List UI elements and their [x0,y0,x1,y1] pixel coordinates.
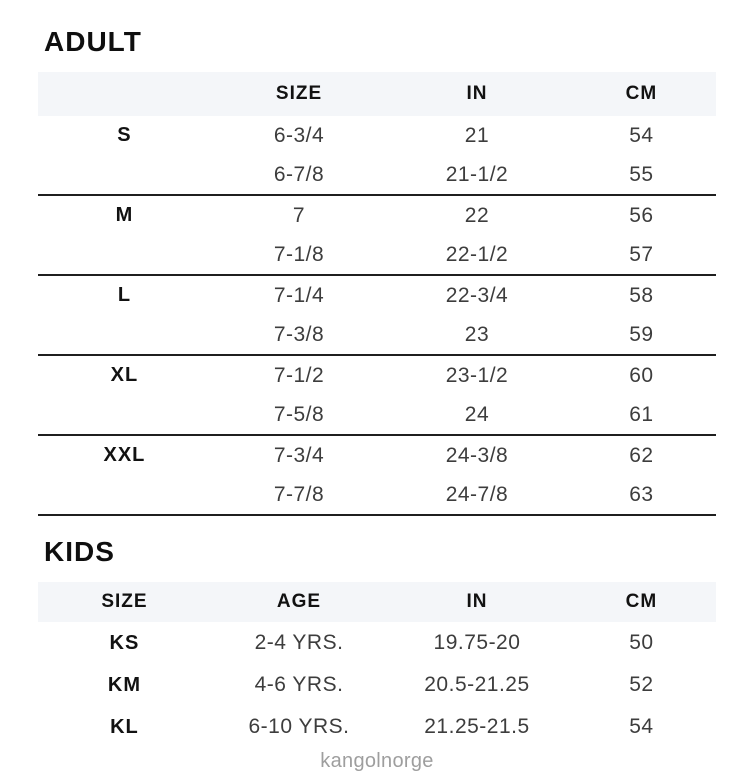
adult-row [38,196,716,235]
age-cell: 4-6 YRS. [254,673,344,696]
header-cell-in: IN [466,83,488,104]
age-cell: 6-10 YRS. [248,715,350,738]
header-cell-in: IN [466,591,488,612]
adult-table-body [38,116,716,516]
adult-table-header [38,72,716,116]
adult-row [38,395,716,434]
kids-size-cell: KM [107,673,141,696]
adult-size-group [38,116,716,196]
kids-section-title: KIDS [44,536,115,567]
hat-size-cell: 7-1/2 [273,363,325,387]
cm-cell: 60 [629,363,654,387]
cm-cell: 61 [629,402,654,426]
in-cell: 22-3/4 [445,283,509,307]
hat-size-cell: 7-3/8 [273,322,325,346]
adult-row [38,436,716,475]
header-cell-size: SIZE [275,83,323,104]
in-cell: 21.25-21.5 [424,715,530,738]
cm-cell: 58 [629,283,654,307]
kids-size-table [38,582,716,748]
header-cell-age: AGE [276,591,322,612]
kids-size-cell: KS [109,631,140,654]
adult-size-group [38,436,716,516]
adult-row [38,475,716,514]
in-cell: 24-3/8 [445,443,509,467]
kids-size-cell: KL [110,715,139,738]
cm-cell: 54 [629,715,654,738]
adult-size-group [38,276,716,356]
age-cell: 2-4 YRS. [254,631,344,654]
in-cell: 22-1/2 [445,242,509,266]
adult-row [38,116,716,155]
in-cell: 23 [464,322,490,346]
in-cell: 19.75-20 [433,631,521,654]
hat-size-cell: 7-7/8 [273,482,325,506]
header-cell-cm: CM [625,591,658,612]
in-cell: 24 [464,402,490,426]
cm-cell: 57 [629,242,654,266]
adult-size-group [38,356,716,436]
kids-row [38,622,716,664]
hat-size-cell: 7-1/4 [273,283,325,307]
size-label-cell: L [117,284,132,306]
cm-cell: 62 [629,443,654,467]
kids-table-body [38,622,716,748]
in-cell: 20.5-21.25 [424,673,530,696]
kids-table-header [38,582,716,622]
adult-row [38,356,716,395]
in-cell: 23-1/2 [445,363,509,387]
size-label-cell: M [115,204,134,226]
hat-size-cell: 7-5/8 [273,402,325,426]
kids-row [38,664,716,706]
adult-size-group [38,196,716,276]
cm-cell: 59 [629,322,654,346]
cm-cell: 54 [629,123,654,147]
adult-row [38,276,716,315]
adult-row [38,155,716,194]
hat-size-cell: 6-7/8 [273,162,325,186]
hat-size-cell: 7-3/4 [273,443,325,467]
in-cell: 21-1/2 [445,162,509,186]
in-cell: 22 [464,203,490,227]
adult-row [38,235,716,274]
cm-cell: 55 [629,162,654,186]
adult-size-table [38,72,716,516]
adult-row [38,315,716,354]
cm-cell: 50 [629,631,654,654]
kids-row [38,706,716,748]
size-label-cell: XL [110,364,139,386]
brand-footer: kangolnorge [320,750,434,772]
size-label-cell: S [117,124,132,146]
cm-cell: 56 [629,203,654,227]
in-cell: 24-7/8 [445,482,509,506]
in-cell: 21 [464,123,490,147]
hat-size-cell: 7-1/8 [273,242,325,266]
adult-section-title: ADULT [44,26,142,57]
hat-size-cell: 6-3/4 [273,123,325,147]
cm-cell: 52 [629,673,654,696]
cm-cell: 63 [629,482,654,506]
header-cell-cm: CM [625,83,658,104]
hat-size-cell: 7 [292,203,306,227]
header-cell-size: SIZE [101,591,148,612]
size-label-cell: XXL [103,444,146,466]
